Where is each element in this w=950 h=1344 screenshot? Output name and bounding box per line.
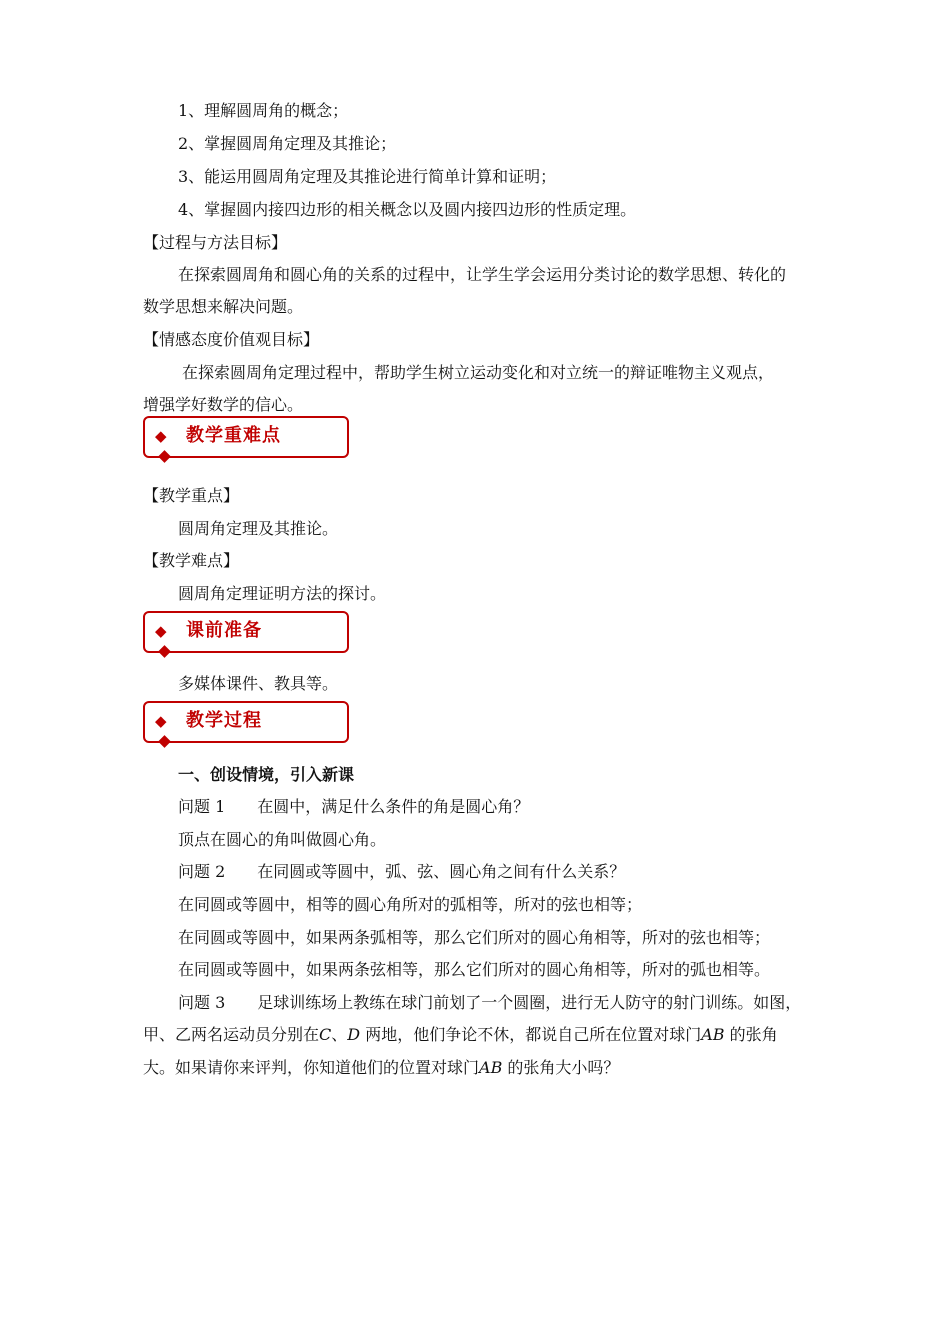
section-title: 教学重难点 [186, 425, 281, 446]
section-banner-preparation [143, 611, 351, 655]
key-text: 圆周角定理及其推论。 [178, 519, 339, 538]
question-3-cont [143, 1057, 813, 1079]
difficulty-heading: 【教学难点】 [143, 551, 240, 570]
segment-ab-label: AB [701, 1025, 725, 1044]
difficulty-text: 圆周角定理证明方法的探讨。 [178, 584, 387, 603]
question-3-cont [143, 1024, 813, 1046]
section-title: 课前准备 [186, 620, 262, 641]
process-goal-text-cont: 数学思想来解决问题。 [143, 297, 304, 316]
emotion-goal-text: 在探索圆周角定理过程中，帮助学生树立运动变化和对立统一的辩证唯物主义观点， [182, 363, 775, 382]
answer-1: 顶点在圆心的角叫做圆心角。 [178, 830, 387, 849]
text-span: 的张角 [724, 1025, 778, 1044]
key-heading: 【教学重点】 [143, 486, 240, 505]
preparation-text: 多媒体课件、教具等。 [178, 674, 339, 693]
section-banner-process [143, 701, 351, 745]
emotion-goal-heading: 【情感态度价值观目标】 [143, 330, 320, 349]
process-goal-heading: 【过程与方法目标】 [143, 233, 288, 252]
text-span: 两地，他们争论不休，都说自己所在位置对球门 [360, 1025, 702, 1044]
answer-2-line: 在同圆或等圆中，如果两条弧相等，那么它们所对的圆心角相等，所对的弦也相等； [178, 928, 771, 947]
diamond-icon: ◆ [155, 622, 167, 640]
segment-ab-label: AB [479, 1058, 503, 1077]
diamond-icon: ◆ [155, 427, 167, 445]
objective-item: 2、掌握圆周角定理及其推论； [178, 134, 397, 153]
text-span: 、 [331, 1025, 348, 1044]
answer-2-line: 在同圆或等圆中，如果两条弦相等，那么它们所对的圆心角相等，所对的弧也相等。 [178, 960, 771, 979]
emotion-goal-text-cont: 增强学好数学的信心。 [143, 395, 304, 414]
objective-item: 4、掌握圆内接四边形的相关概念以及圆内接四边形的性质定理。 [178, 200, 637, 219]
section-title: 教学过程 [186, 710, 262, 731]
section-banner-key-points [143, 416, 351, 460]
text-span: 大。如果请你来评判，你知道他们的位置对球门 [143, 1058, 480, 1077]
answer-2-line: 在同圆或等圆中，相等的圆心角所对的弧相等，所对的弦也相等； [178, 895, 643, 914]
question-3: 问题 3 足球训练场上教练在球门前划了一个圆圈，进行无人防守的射门训练。如图， [178, 993, 802, 1012]
point-d-label: D [347, 1025, 361, 1044]
objective-item: 3、能运用圆周角定理及其推论进行简单计算和证明； [178, 167, 557, 186]
point-c-label: C [319, 1025, 332, 1044]
question-1: 问题 1 在圆中，满足什么条件的角是圆心角？ [178, 797, 530, 816]
text-span: 的张角大小吗？ [502, 1058, 620, 1077]
diamond-icon: ◆ [155, 712, 167, 730]
question-2: 问题 2 在同圆或等圆中，弧、弦、圆心角之间有什么关系？ [178, 862, 626, 881]
objective-item: 1、理解圆周角的概念； [178, 101, 349, 120]
process-goal-text: 在探索圆周角和圆心角的关系的过程中，让学生学会运用分类讨论的数学思想、转化的 [178, 265, 787, 284]
part-heading: 一、创设情境，引入新课 [178, 765, 355, 784]
text-span: 甲、乙两名运动员分别在 [143, 1025, 320, 1044]
